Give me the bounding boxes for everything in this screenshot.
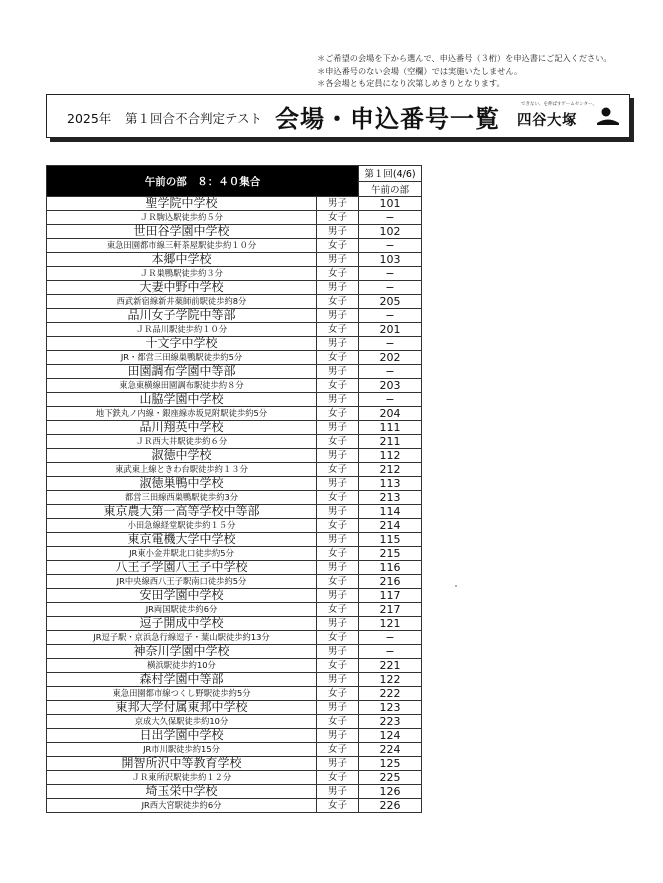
application-number-female: 217	[359, 603, 422, 617]
application-number-female: 202	[359, 351, 422, 365]
venue-row-male	[47, 477, 422, 491]
venue-row-female	[47, 771, 422, 785]
school-cell	[47, 617, 317, 631]
application-number-male: −	[359, 281, 422, 295]
school-cell	[47, 533, 317, 547]
application-number-male: 101	[359, 197, 422, 211]
school-cell	[47, 309, 317, 323]
station-access: 西武新宿線新井薬師前駅徒歩約8分	[116, 296, 247, 306]
school-name: 田園調布学園中等部	[127, 364, 236, 378]
station-cell	[47, 491, 317, 505]
venue-row-male	[47, 337, 422, 351]
station-cell	[47, 435, 317, 449]
venue-row-male	[47, 701, 422, 715]
gender-label-male: 男子	[317, 533, 359, 547]
school-name: 本郷中学校	[151, 252, 212, 266]
station-cell	[47, 687, 317, 701]
station-cell	[47, 771, 317, 785]
application-number-male: 114	[359, 505, 422, 519]
application-number-male: 123	[359, 701, 422, 715]
station-cell	[47, 799, 317, 813]
gender-label-male: 男子	[317, 729, 359, 743]
application-number-female: 223	[359, 715, 422, 729]
venue-row-male	[47, 533, 422, 547]
application-number-male: 121	[359, 617, 422, 631]
station-cell	[47, 239, 317, 253]
school-name: 聖学院中学校	[145, 196, 218, 210]
venue-row-female	[47, 519, 422, 533]
station-access: 横浜駅徒歩約10分	[147, 660, 216, 670]
station-access: JR東小金井駅北口徒歩約5分	[129, 548, 234, 558]
station-cell	[47, 743, 317, 757]
school-cell	[47, 757, 317, 771]
gender-label-male: 男子	[317, 477, 359, 491]
venue-row-male	[47, 785, 422, 799]
station-access: ＪＲ巣鴨駅徒歩約３分	[140, 268, 223, 278]
gender-label-female: 女子	[317, 575, 359, 589]
school-name: 十文字中学校	[145, 336, 218, 350]
venue-row-male	[47, 281, 422, 295]
school-name: 山脇学園中学校	[139, 392, 224, 406]
header-test-name: 第１回合不合判定テスト	[125, 111, 263, 126]
school-cell	[47, 729, 317, 743]
school-cell	[47, 785, 317, 799]
school-cell	[47, 477, 317, 491]
logo-name: 四谷大塚	[517, 113, 577, 129]
gender-label-female: 女子	[317, 491, 359, 505]
school-name: 東邦大学付属東邦中学校	[115, 700, 248, 714]
gender-label-female: 女子	[317, 771, 359, 785]
venue-row-male	[47, 225, 422, 239]
station-access: ＪＲ東所沢駅徒歩約１２分	[131, 772, 232, 782]
application-number-male: 117	[359, 589, 422, 603]
gender-label-female: 女子	[317, 379, 359, 393]
round-header: 第１回(4/6)	[359, 166, 422, 182]
application-number-male: −	[359, 365, 422, 379]
school-name: 淑徳中学校	[151, 448, 212, 462]
station-cell	[47, 547, 317, 561]
gender-label-male: 男子	[317, 225, 359, 239]
school-cell	[47, 337, 317, 351]
application-number-female: −	[359, 267, 422, 281]
gender-label-male: 男子	[317, 281, 359, 295]
notes	[317, 52, 657, 90]
venue-row-female	[47, 295, 422, 309]
station-access: 地下鉄丸ノ内線・銀座線赤坂見附駅徒歩約5分	[95, 408, 268, 418]
application-number-male: 115	[359, 533, 422, 547]
venue-row-female	[47, 575, 422, 589]
school-cell	[47, 421, 317, 435]
gender-label-female: 女子	[317, 239, 359, 253]
venue-row-male	[47, 561, 422, 575]
application-number-male: 103	[359, 253, 422, 267]
application-number-male: 116	[359, 561, 422, 575]
venue-row-female	[47, 463, 422, 477]
station-cell	[47, 715, 317, 729]
application-number-female: 222	[359, 687, 422, 701]
venue-row-male	[47, 729, 422, 743]
application-number-male: 124	[359, 729, 422, 743]
school-cell	[47, 281, 317, 295]
gender-label-male: 男子	[317, 701, 359, 715]
gender-label-female: 女子	[317, 211, 359, 225]
school-cell	[47, 701, 317, 715]
gender-label-male: 男子	[317, 589, 359, 603]
stray-dot	[455, 585, 457, 587]
gender-label-male: 男子	[317, 197, 359, 211]
application-number-female: 221	[359, 659, 422, 673]
school-cell	[47, 589, 317, 603]
application-number-male: 112	[359, 449, 422, 463]
gender-label-female: 女子	[317, 295, 359, 309]
school-cell	[47, 505, 317, 519]
application-number-female: 215	[359, 547, 422, 561]
station-cell	[47, 659, 317, 673]
gender-label-female: 女子	[317, 463, 359, 477]
gender-label-male: 男子	[317, 253, 359, 267]
station-access: 都営三田線西巣鴨駅徒歩約3分	[124, 492, 239, 502]
gender-label-male: 男子	[317, 421, 359, 435]
note-line: ＊ご希望の会場を下から選んで、申込番号（３桁）を申込書にご記入ください。	[317, 53, 612, 63]
application-number-female: 211	[359, 435, 422, 449]
header-banner	[46, 94, 630, 138]
application-number-female: 226	[359, 799, 422, 813]
gender-label-male: 男子	[317, 337, 359, 351]
station-access: JR西大宮駅徒歩約6分	[141, 800, 222, 810]
gender-label-male: 男子	[317, 561, 359, 575]
station-cell	[47, 295, 317, 309]
application-number-male: 113	[359, 477, 422, 491]
gender-label-male: 男子	[317, 449, 359, 463]
venue-row-female	[47, 407, 422, 421]
venue-row-male	[47, 309, 422, 323]
venue-row-female	[47, 659, 422, 673]
application-number-female: −	[359, 631, 422, 645]
application-number-female: 213	[359, 491, 422, 505]
station-access: 京成大久保駅徒歩約10分	[134, 716, 229, 726]
header-year: 2025年	[67, 111, 112, 126]
venue-row-male	[47, 365, 422, 379]
school-name: 品川女子学院中等部	[127, 308, 236, 322]
venue-row-male	[47, 393, 422, 407]
note-line: ＊申込番号のない会場（空欄）では実施いたしません。	[317, 65, 523, 76]
station-cell	[47, 211, 317, 225]
station-cell	[47, 351, 317, 365]
application-number-male: −	[359, 337, 422, 351]
gender-label-male: 男子	[317, 757, 359, 771]
logo-tagline: できない、を伸ばすゲームセンター。	[521, 102, 598, 107]
application-number-female: −	[359, 211, 422, 225]
venue-row-male	[47, 589, 422, 603]
venue-row-male	[47, 197, 422, 211]
station-access: JR市川駅徒歩約15分	[143, 744, 220, 754]
application-number-female: 214	[359, 519, 422, 533]
application-number-male: −	[359, 393, 422, 407]
station-access: 東急田園都市線つくし野駅徒歩約5分	[112, 688, 251, 698]
station-cell	[47, 575, 317, 589]
school-name: 開智所沢中等教育学校	[121, 756, 242, 770]
station-access: 東武東上線ときわ台駅徒歩約１３分	[115, 464, 248, 474]
school-name: 八王子学園八王子中学校	[115, 560, 248, 574]
application-number-female: −	[359, 239, 422, 253]
page-title: 会場・申込番号一覧	[275, 105, 500, 133]
gender-label-female: 女子	[317, 547, 359, 561]
application-number-female: 212	[359, 463, 422, 477]
school-name: 世田谷学園中学校	[133, 224, 230, 238]
application-number-male: 111	[359, 421, 422, 435]
application-number-female: 205	[359, 295, 422, 309]
school-cell	[47, 673, 317, 687]
gender-label-female: 女子	[317, 743, 359, 757]
venue-row-female	[47, 211, 422, 225]
logo-mark-icon	[595, 106, 621, 126]
school-name: 大妻中野中学校	[139, 280, 224, 294]
gender-label-female: 女子	[317, 519, 359, 533]
gender-label-male: 男子	[317, 505, 359, 519]
application-number-female: 225	[359, 771, 422, 785]
school-name: 逗子開成中学校	[139, 616, 224, 630]
venue-row-female	[47, 743, 422, 757]
station-access: ＪＲ西大井駅徒歩約６分	[135, 436, 228, 446]
station-access: ＪＲ品川駅徒歩約１０分	[135, 324, 228, 334]
gender-label-male: 男子	[317, 785, 359, 799]
school-cell	[47, 197, 317, 211]
school-cell	[47, 253, 317, 267]
gender-label-female: 女子	[317, 267, 359, 281]
station-cell	[47, 323, 317, 337]
gender-label-male: 男子	[317, 645, 359, 659]
gender-label-female: 女子	[317, 435, 359, 449]
yotsuya-otsuka-logo	[517, 101, 627, 131]
school-name: 森村学園中等部	[139, 672, 224, 686]
venue-row-female	[47, 323, 422, 337]
station-cell	[47, 407, 317, 421]
gender-label-female: 女子	[317, 603, 359, 617]
gender-label-female: 女子	[317, 715, 359, 729]
gender-label-female: 女子	[317, 799, 359, 813]
venue-row-female	[47, 351, 422, 365]
application-number-female: 224	[359, 743, 422, 757]
application-number-female: 201	[359, 323, 422, 337]
school-cell	[47, 393, 317, 407]
venue-row-female	[47, 435, 422, 449]
station-cell	[47, 603, 317, 617]
venue-row-female	[47, 687, 422, 701]
venue-row-female	[47, 715, 422, 729]
application-number-female: 204	[359, 407, 422, 421]
application-number-male: 122	[359, 673, 422, 687]
station-cell	[47, 267, 317, 281]
session-header: 午前の部 ８：４０集合	[47, 166, 359, 197]
application-number-male: −	[359, 645, 422, 659]
gender-label-female: 女子	[317, 351, 359, 365]
station-access: JR両国駅徒歩約6分	[145, 604, 218, 614]
gender-label-male: 男子	[317, 673, 359, 687]
application-number-male: −	[359, 309, 422, 323]
venue-row-female	[47, 799, 422, 813]
venue-row-male	[47, 449, 422, 463]
school-cell	[47, 449, 317, 463]
station-access: 東急東横線田園調布駅徒歩約８分	[119, 380, 244, 390]
application-number-male: 125	[359, 757, 422, 771]
gender-label-male: 男子	[317, 617, 359, 631]
station-access: JR中央線西八王子駅南口徒歩約5分	[116, 576, 247, 586]
station-access: 東急田園都市線三軒茶屋駅徒歩約１０分	[106, 240, 257, 250]
station-access: 小田急線経堂駅徒歩約１５分	[127, 520, 236, 530]
venue-row-male	[47, 673, 422, 687]
station-cell	[47, 631, 317, 645]
gender-label-male: 男子	[317, 365, 359, 379]
venue-row-female	[47, 491, 422, 505]
gender-label-female: 女子	[317, 631, 359, 645]
slot-header: 午前の部	[359, 181, 422, 197]
venue-row-female	[47, 547, 422, 561]
school-name: 安田学園中学校	[139, 588, 224, 602]
school-cell	[47, 561, 317, 575]
gender-label-male: 男子	[317, 393, 359, 407]
station-cell	[47, 519, 317, 533]
venue-row-male	[47, 757, 422, 771]
note-line: ＊各会場とも定員になり次第しめきりとなります。	[317, 78, 505, 89]
venue-row-male	[47, 505, 422, 519]
application-number-male: 102	[359, 225, 422, 239]
school-name: 日出学園中学校	[139, 728, 224, 742]
venue-row-female	[47, 631, 422, 645]
station-cell	[47, 463, 317, 477]
station-access: JR逗子駅・京浜急行線逗子・葉山駅徒歩約13分	[93, 632, 270, 642]
school-cell	[47, 365, 317, 379]
application-number-female: 203	[359, 379, 422, 393]
school-name: 東京電機大学中学校	[127, 532, 236, 546]
application-number-male: 126	[359, 785, 422, 799]
venue-row-female	[47, 239, 422, 253]
school-cell	[47, 645, 317, 659]
school-name: 埼玉栄中学校	[145, 784, 218, 798]
school-name: 東京農大第一高等学校中等部	[103, 504, 260, 518]
venue-row-female	[47, 379, 422, 393]
venue-row-female	[47, 603, 422, 617]
station-access: JR・都営三田線巣鴨駅徒歩約5分	[120, 352, 243, 362]
school-name: 淑徳巣鴨中学校	[139, 476, 224, 490]
application-number-female: 216	[359, 575, 422, 589]
venue-row-male	[47, 617, 422, 631]
school-name: 神奈川学園中学校	[133, 644, 230, 658]
gender-label-female: 女子	[317, 687, 359, 701]
venue-table	[46, 165, 422, 813]
venue-row-male	[47, 645, 422, 659]
gender-label-female: 女子	[317, 407, 359, 421]
venue-row-male	[47, 253, 422, 267]
gender-label-female: 女子	[317, 323, 359, 337]
station-cell	[47, 379, 317, 393]
venue-row-male	[47, 421, 422, 435]
school-cell	[47, 225, 317, 239]
gender-label-male: 男子	[317, 309, 359, 323]
school-name: 品川翔英中学校	[139, 420, 224, 434]
venue-row-female	[47, 267, 422, 281]
gender-label-female: 女子	[317, 659, 359, 673]
station-access: ＪＲ駒込駅徒歩約５分	[140, 212, 223, 222]
